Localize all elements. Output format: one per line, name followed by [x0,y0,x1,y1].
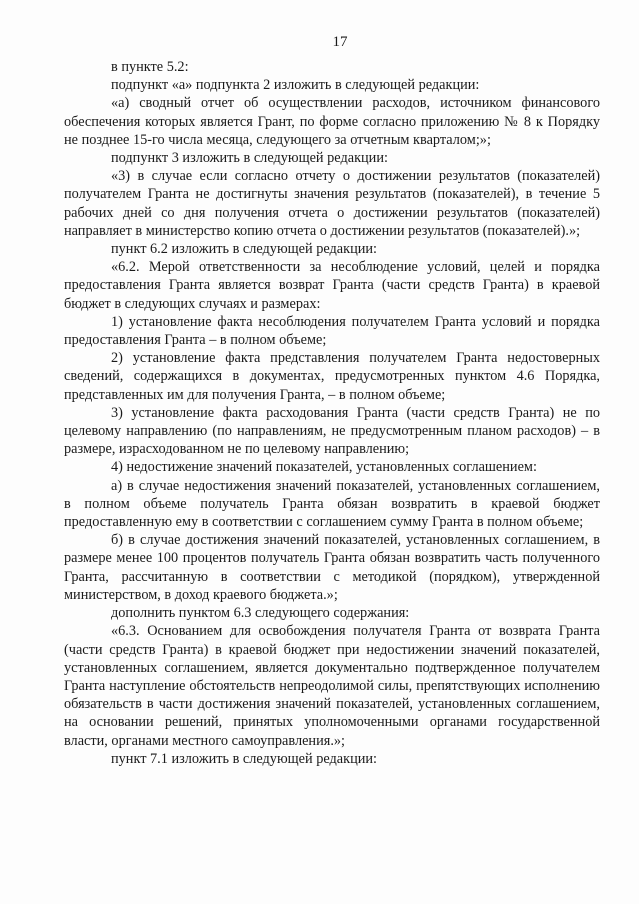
paragraph-7: «6.2. Мерой ответственности за несоблюдение условий, целей и порядка предоставления Гранта является возврат Гранта (части средств Гранта) в краевой бюджет в следующих случаях и размерах: [64,259,600,312]
paragraph-15: «6.3. Основанием для освобождения получателя Гранта от возврата Гранта (части средств Гранта) в краевой бюджет при недостижении значений показателей, установленных соглашением, является документально подтвержденное получателем Гранта наступление обстоятельств непреодолимой силы, препятствующих исполнению обязательств в части достижения значений показателей, установленных соглашением, на основании решений, принятых уполномоченными органами государственной власти, органами местного самоуправления.»; [64,623,600,749]
paragraph-11: 4) недостижение значений показателей, установленных соглашением: [111,459,537,476]
paragraph-4: подпункт 3 изложить в следующей редакции: [111,150,388,167]
paragraph-14: дополнить пунктом 6.3 следующего содержания: [111,605,410,622]
paragraph-8: 1) установление факта несоблюдения получателем Гранта условий и порядка предоставления Гранта – в полном объеме; [64,313,600,349]
paragraph-12: а) в случае недостижения значений показателей, установленных соглашением, в полном объеме получатель Гранта обязан возвратить в краевой бюджет предоставленную ему в соответствии с соглашением сумму Гранта в полном объеме; [64,477,600,531]
document-body [64,58,600,768]
paragraph-13: б) в случае достижения значений показателей, установленных соглашением, в размере менее 100 процентов получатель Гранта обязан возвратить часть полученного Гранта, рассчитанную в соответствии с методикой (порядком), утвержденной министерством, в доход краевого бюджета.»; [64,532,600,603]
paragraph-1: в пункте 5.2: [111,59,189,75]
paragraph-2: подпункт «а» подпункта 2 изложить в следующей редакции: [111,77,480,94]
paragraph-9: 2) установление факта представления получателем Гранта недостоверных сведений, содержащихся в документах, предусмотренных пунктом 4.6 Порядка, представленных им для получения Гранта, – в полном объеме; [64,350,600,403]
paragraph-5: «3) в случае если согласно отчету о достижении результатов (показателей) получателем Гранта не достигнуты значения результатов (показателей), в течение 5 рабочих дней со дня получения отчета о достижении результатов (показателей) направляет в министерство копию отчета о достижении результатов (показателей).»; [64,168,600,239]
paragraph-16: пункт 7.1 изложить в следующей редакции: [111,750,378,767]
paragraph-6: пункт 6.2 изложить в следующей редакции: [111,241,378,258]
paragraph-10: 3) установление факта расходования Гранта (части средств Гранта) не по целевому направлению (по направлениям, не предусмотренным планом расходов) – в размере, израсходованном не по целевому направлению; [64,404,600,458]
paragraph-3: «а) сводный отчет об осуществлении расходов, источником финансового обеспечения которых является Грант, по форме согласно приложению № 8 к Порядку не позднее 15-го числа месяца, следующего за отчетным кварталом;»; [64,95,600,148]
page-number: 17 [332,34,348,50]
